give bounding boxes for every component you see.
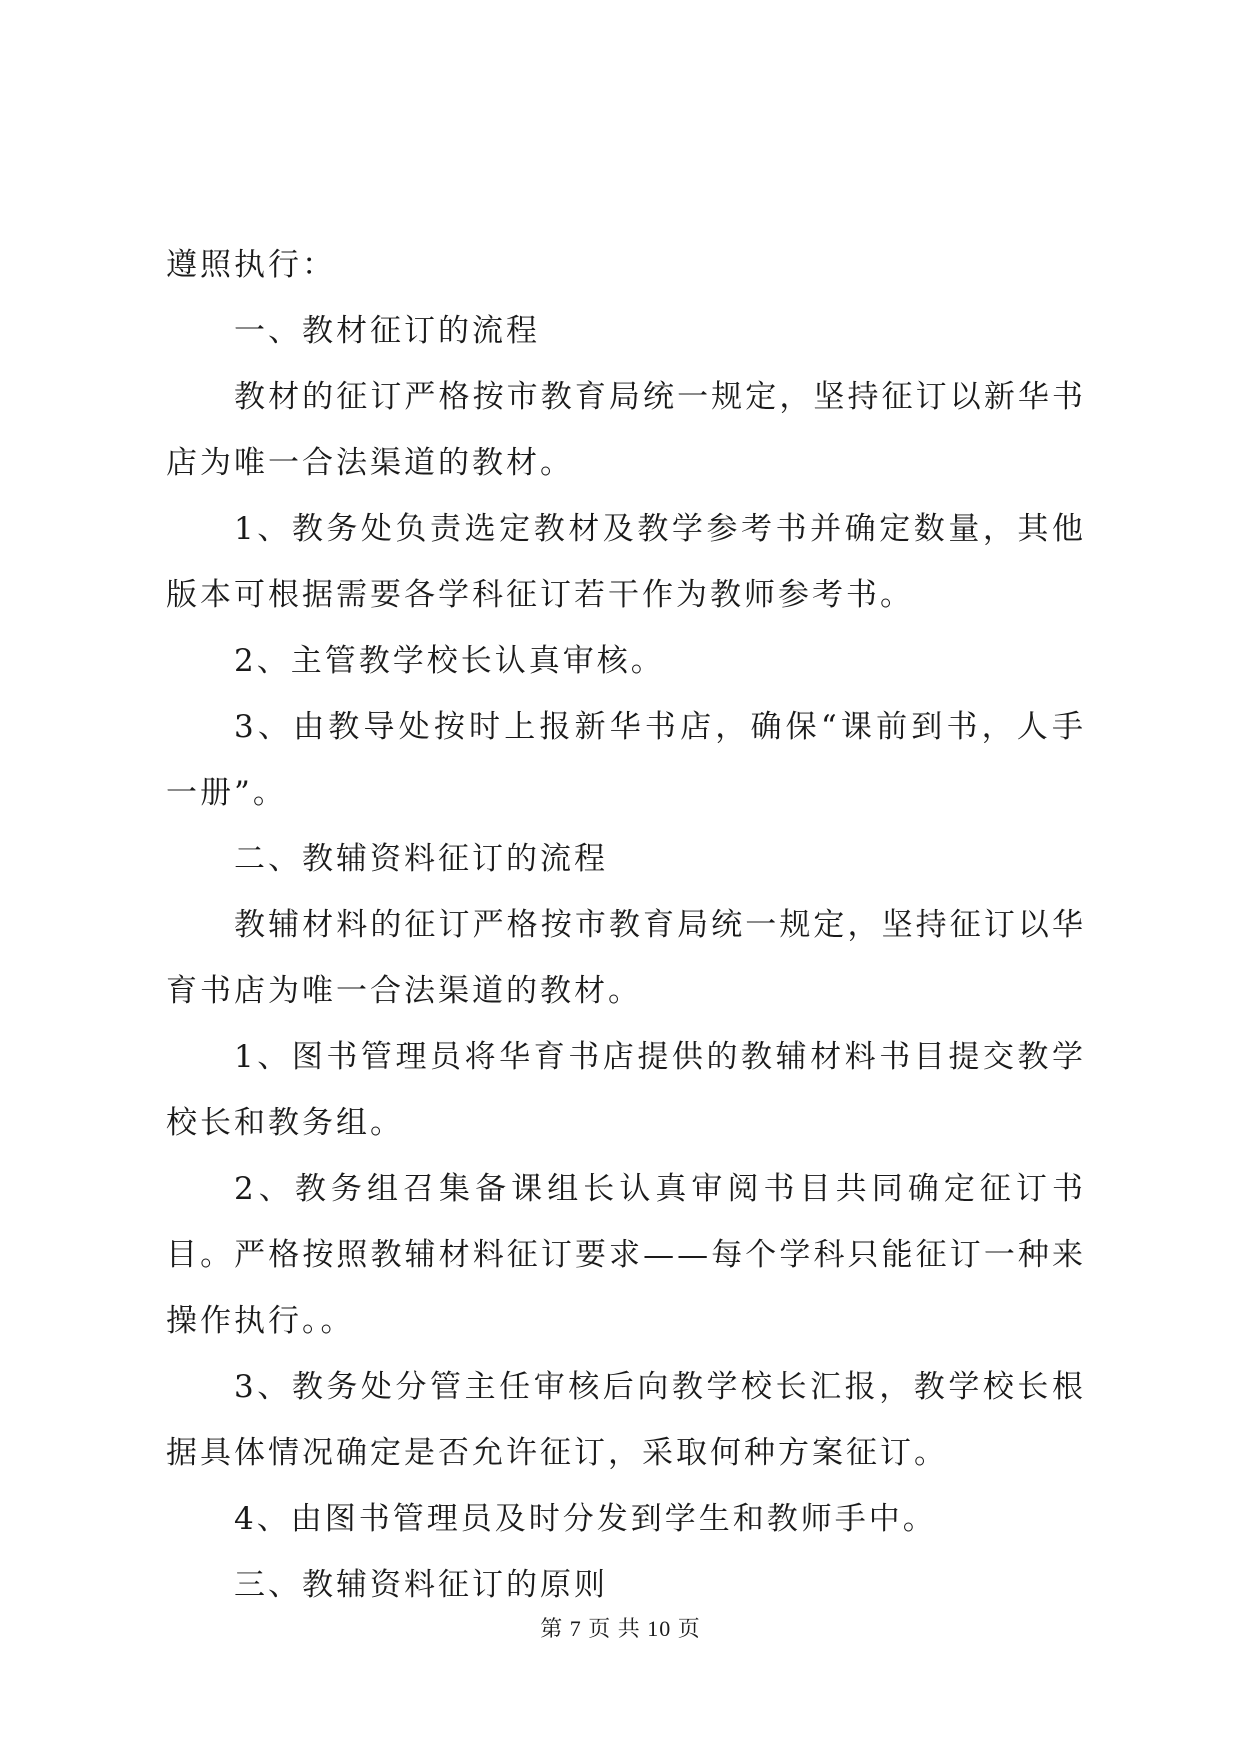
list-item-2-2: 2、教务组召集备课组长认真审阅书目共同确定征订书目。严格按照教辅材料征订要求——每个学科只能征订一种来操作执行。。 [166,1171,1086,1339]
heading-section-1: 一、教材征订的流程 [234,313,540,349]
list-item-2-4: 4、由图书管理员及时分发到学生和教师手中。 [234,1501,937,1537]
list-item-1-2: 2、主管教学校长认真审核。 [234,643,665,679]
paragraph-intro: 遵照执行： [166,247,336,283]
paragraph-section-1-body: 教材的征订严格按市教育局统一规定，坚持征订以新华书店为唯一合法渠道的教材。 [166,379,1086,481]
list-item-2-1: 1、图书管理员将华育书店提供的教辅材料书目提交教学校长和教务组。 [166,1039,1086,1141]
list-item-2-3: 3、教务处分管主任审核后向教学校长汇报，教学校长根据具体情况确定是否允许征订，采取何种方案征订。 [166,1369,1086,1471]
paragraph-section-2-body: 教辅材料的征订严格按市教育局统一规定，坚持征订以华育书店为唯一合法渠道的教材。 [166,907,1086,1009]
list-item-1-3: 3、由教导处按时上报新华书店，确保“课前到书，人手一册”。 [166,709,1086,811]
list-item-1-1: 1、教务处负责选定教材及教学参考书并确定数量，其他版本可根据需要各学科征订若干作为教师参考书。 [166,511,1086,613]
page-footer: 第 7 页 共 10 页 [540,1616,701,1641]
document-body [166,232,1086,1618]
heading-section-2: 二、教辅资料征订的流程 [234,841,608,877]
heading-section-3: 三、教辅资料征订的原则 [234,1567,608,1603]
